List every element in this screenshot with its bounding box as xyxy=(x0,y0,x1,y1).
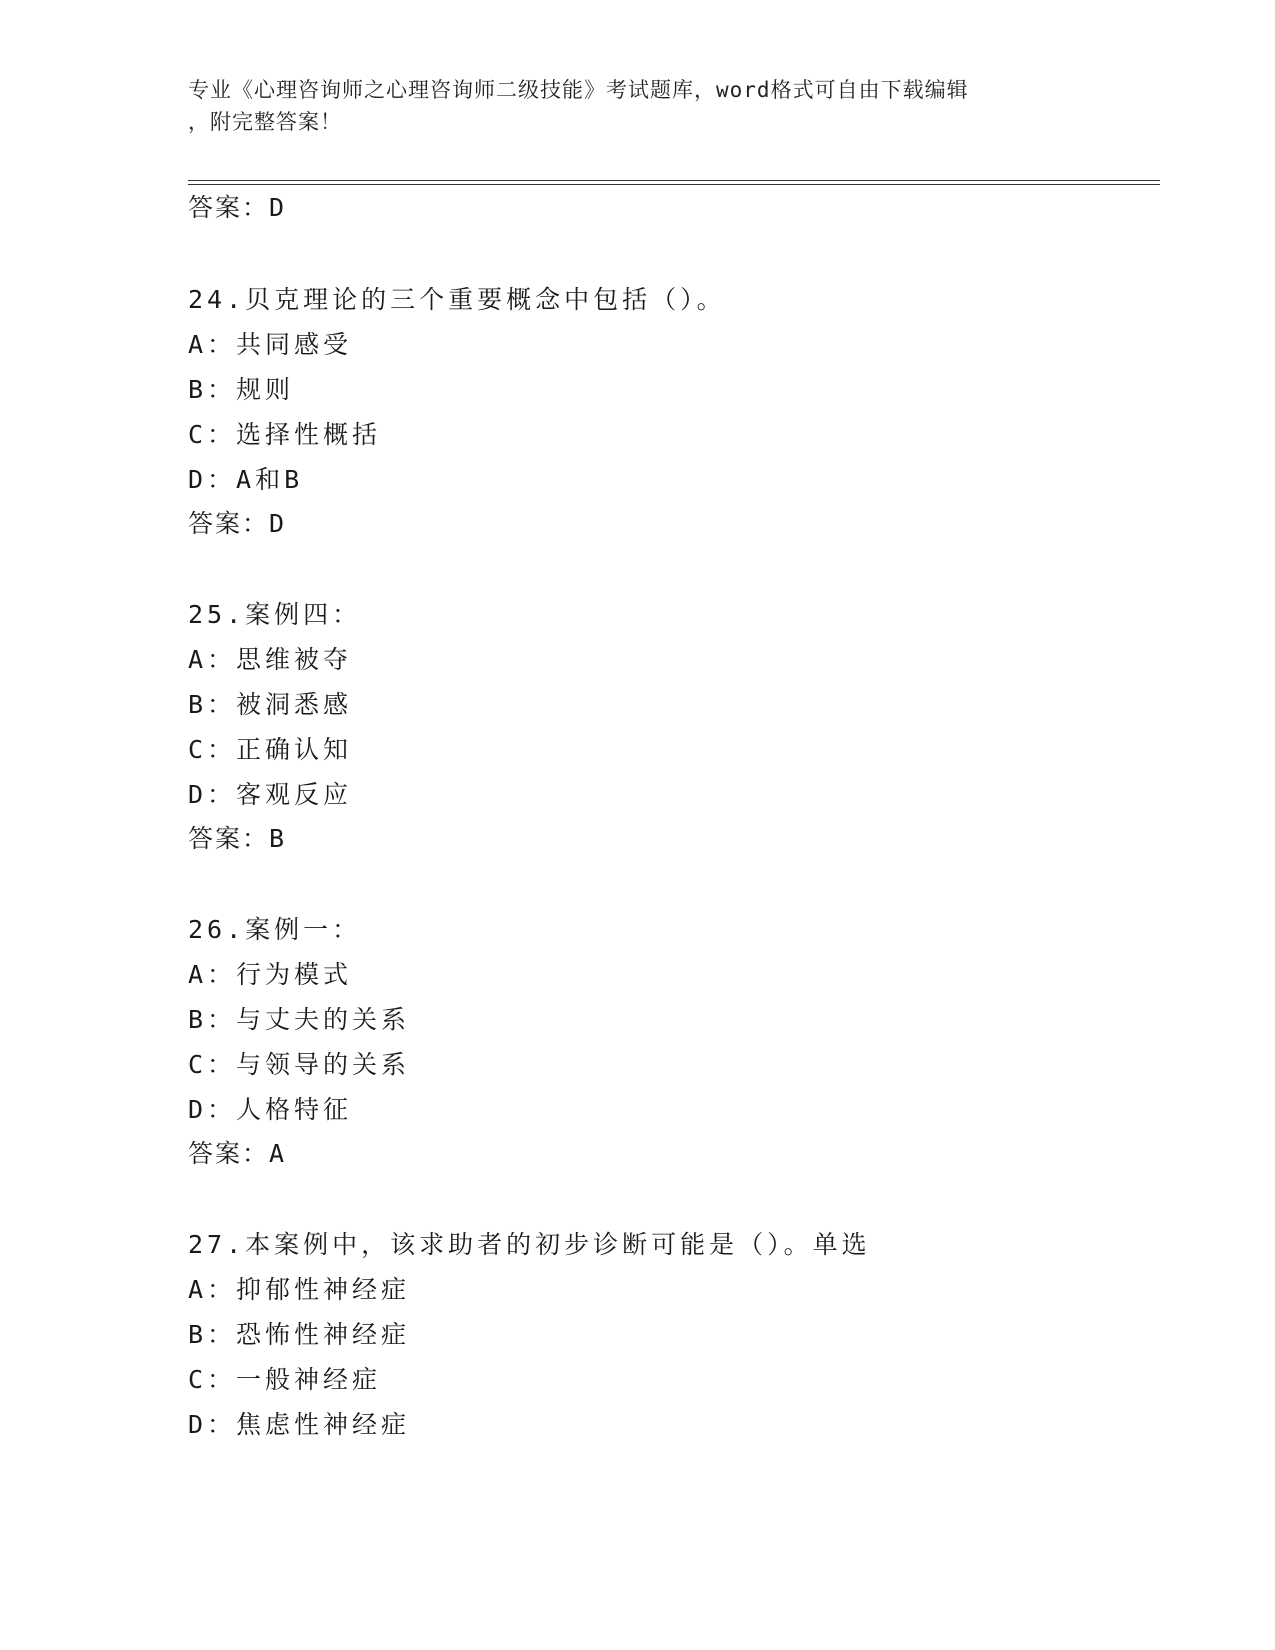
answer-line: 答案：B xyxy=(188,824,287,853)
option-d: D：焦虑性神经症 xyxy=(188,1410,411,1439)
question-stem: 24.贝克理论的三个重要概念中包括（）。 xyxy=(188,285,726,314)
question-stem: 25.案例四： xyxy=(188,600,362,629)
answer-line: 答案：A xyxy=(188,1139,287,1168)
document-header xyxy=(188,74,1088,138)
option-d: D：人格特征 xyxy=(188,1095,353,1124)
option-c: C：一般神经症 xyxy=(188,1365,382,1394)
header-divider-top xyxy=(188,180,1160,181)
answer-line: 答案：D xyxy=(188,193,287,222)
option-c: C：选择性概括 xyxy=(188,420,382,449)
option-a: A：抑郁性神经症 xyxy=(188,1275,411,1304)
answer-line: 答案：D xyxy=(188,509,287,538)
option-d: D：客观反应 xyxy=(188,780,353,809)
option-a: A：思维被夺 xyxy=(188,645,353,674)
question-stem: 26.案例一： xyxy=(188,915,362,944)
option-b: B：与丈夫的关系 xyxy=(188,1005,411,1034)
option-b: B：被洞悉感 xyxy=(188,690,353,719)
option-b: B：规则 xyxy=(188,375,295,404)
header-line-1: 专业《心理咨询师之心理咨询师二级技能》考试题库，word格式可自由下载编辑 xyxy=(188,78,969,102)
option-c: C：与领导的关系 xyxy=(188,1050,411,1079)
header-divider-bottom xyxy=(188,184,1160,185)
header-line-2: ，附完整答案！ xyxy=(188,110,342,134)
option-c: C：正确认知 xyxy=(188,735,353,764)
question-stem: 27.本案例中，该求助者的初步诊断可能是（）。单选 xyxy=(188,1230,871,1259)
option-a: A：行为模式 xyxy=(188,960,353,989)
option-b: B：恐怖性神经症 xyxy=(188,1320,411,1349)
option-a: A：共同感受 xyxy=(188,330,353,359)
option-d: D：A和B xyxy=(188,465,304,494)
